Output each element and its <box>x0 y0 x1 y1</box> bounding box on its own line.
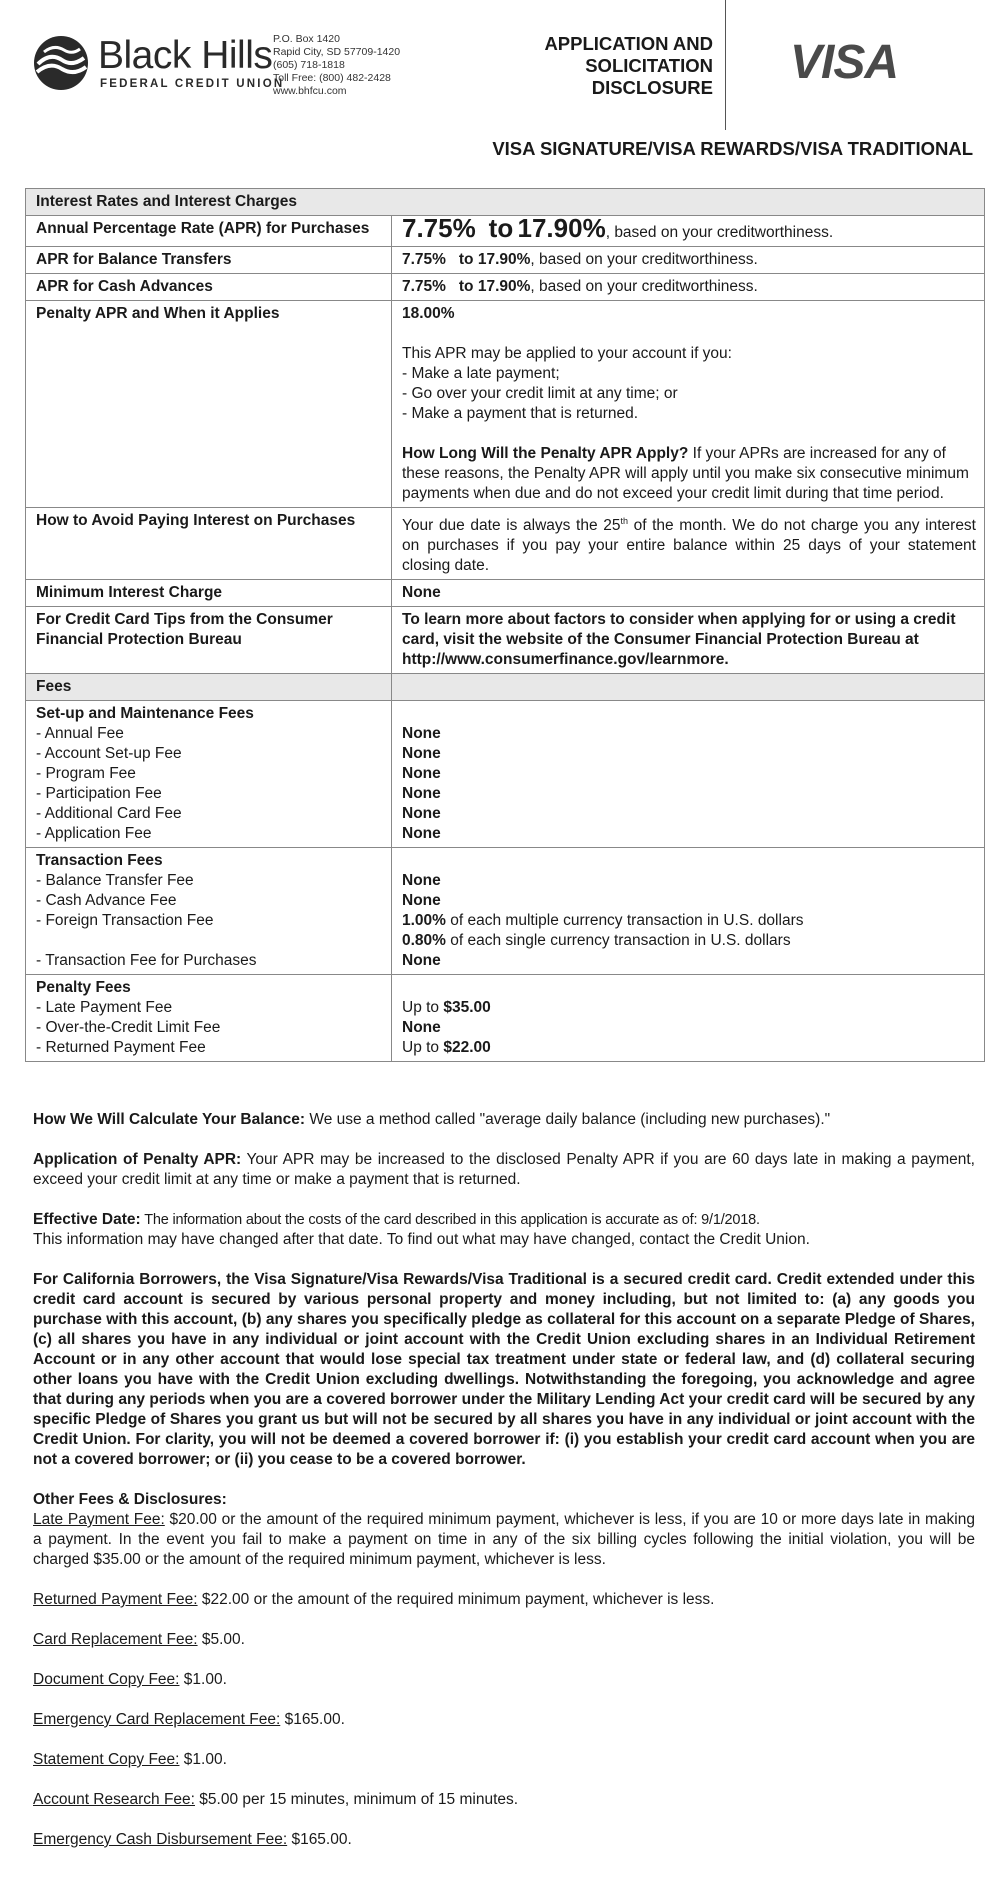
penalty-intro: This APR may be applied to your account if you: <box>402 345 732 362</box>
penalty-apr-value <box>392 301 985 508</box>
fee-label: - Application Fee <box>36 825 152 843</box>
title-line: SOLICITATION <box>585 55 713 76</box>
fee-value: None <box>402 872 441 890</box>
table-row <box>26 274 985 301</box>
fee-label: - Participation Fee <box>36 785 162 803</box>
apr-suffix: , based on your creditworthiness. <box>530 251 758 268</box>
table-row <box>26 975 985 1062</box>
cfpb-label: For Credit Card Tips from the Consumer Financial Protection Bureau <box>26 607 392 674</box>
fee-value: None <box>402 745 441 763</box>
table-row <box>26 701 985 848</box>
fee-value: $22.00 <box>443 1039 491 1057</box>
setup-fees-values <box>392 701 985 848</box>
fee-value: None <box>402 765 441 783</box>
apr-high: 17.90% <box>477 251 531 268</box>
document-title <box>544 33 713 99</box>
fee-label: - Account Set-up Fee <box>36 745 182 763</box>
address-line: P.O. Box 1420 <box>273 33 340 45</box>
fee-value: None <box>402 805 441 823</box>
logo-name: Black Hills <box>98 34 273 77</box>
apr-low: 7.75% <box>402 278 446 295</box>
fee-label: - Returned Payment Fee <box>36 1039 206 1057</box>
fee-label: - Late Payment Fee <box>36 999 173 1017</box>
cfpb-value: To learn more about factors to consider when applying for or using a credit card, visit the website of the Consumer Financial Protection Bureau at http://www.consumerfinance.gov/learnmore. <box>392 607 985 674</box>
table-row <box>26 508 985 580</box>
penalty-condition: - Make a late payment; <box>402 365 560 382</box>
apr-low: 7.75% <box>402 213 476 243</box>
returned-fee-value <box>402 1038 976 1058</box>
mailing-address <box>273 33 400 98</box>
other-fee-item <box>33 1590 975 1610</box>
section-header-blank <box>392 674 985 701</box>
section-title-fees: Fees <box>26 674 392 701</box>
foreign-fee-multi <box>402 911 976 931</box>
transaction-fees-title: Transaction Fees <box>36 852 163 870</box>
visa-logo: VISA <box>790 36 899 89</box>
balance-method-text: We use a method called "average daily balance (including new purchases)." <box>305 1111 831 1128</box>
header-divider <box>725 0 726 130</box>
other-fee-label: Document Copy Fee: <box>33 1671 180 1688</box>
balance-method <box>33 1110 975 1130</box>
card-products-subtitle: VISA SIGNATURE/VISA REWARDS/VISA TRADITIONAL <box>492 138 973 159</box>
penalty-condition: - Go over your credit limit at any time; or <box>402 385 678 402</box>
other-fee-item <box>33 1630 975 1650</box>
fee-label: - Program Fee <box>36 765 136 783</box>
apr-suffix: , based on your creditworthiness. <box>605 224 834 241</box>
fee-value: None <box>402 825 441 843</box>
fee-value: None <box>402 1019 441 1037</box>
foreign-fee-single <box>402 931 976 951</box>
min-interest-label: Minimum Interest Charge <box>26 580 392 607</box>
apr-to: to <box>458 251 474 268</box>
other-fee-text: $22.00 or the amount of the required minimum payment, whichever is less. <box>197 1591 715 1608</box>
fee-value: 1.00% <box>402 912 446 930</box>
table-row <box>26 247 985 274</box>
section-header-row <box>26 674 985 701</box>
avoid-interest-label: How to Avoid Paying Interest on Purchases <box>26 508 392 580</box>
other-fee-item <box>33 1670 975 1690</box>
other-fee-text: $5.00. <box>197 1631 245 1648</box>
fee-label: - Cash Advance Fee <box>36 892 177 910</box>
other-fee-label: Card Replacement Fee: <box>33 1631 198 1648</box>
apr-low: 7.75% <box>402 251 446 268</box>
fee-value: None <box>402 725 441 743</box>
apr-cash-value <box>392 274 985 301</box>
other-fee-text: $165.00. <box>287 1831 352 1848</box>
section-title-interest: Interest Rates and Interest Charges <box>26 189 985 216</box>
website-line: www.bhfcu.com <box>273 85 347 97</box>
fee-value: $35.00 <box>443 999 491 1017</box>
apr-to: to <box>488 213 514 243</box>
disclosure-body <box>33 1110 975 1870</box>
penalty-apr-label: Penalty APR and When it Applies <box>26 301 392 508</box>
effective-date-text: The information about the costs of the card described in this application is accurate as of: 9/1/2018. <box>140 1212 760 1228</box>
apr-high: 17.90% <box>477 278 531 295</box>
other-fee-label: Emergency Cash Disbursement Fee: <box>33 1831 288 1848</box>
penalty-rate: 18.00% <box>402 305 455 322</box>
penalty-duration <box>402 444 976 504</box>
avoid-sup: th <box>620 516 628 526</box>
transaction-fees-labels <box>26 848 392 975</box>
logo-subtitle: FEDERAL CREDIT UNION <box>100 78 285 90</box>
late-fee-label: Late Payment Fee: <box>33 1511 165 1528</box>
other-fee-item <box>33 1750 975 1770</box>
other-fee-label: Returned Payment Fee: <box>33 1591 198 1608</box>
penalty-fees-title: Penalty Fees <box>36 979 131 997</box>
avoid-text-2: of the month. We do not charge you any interest on purchases if you pay your entire balance within 25 days of your statement closing date. <box>402 517 976 575</box>
other-fee-text: $1.00. <box>179 1671 227 1688</box>
penalty-application-label: Application of Penalty APR: <box>33 1151 242 1168</box>
table-row <box>26 607 985 674</box>
penalty-duration-heading: How Long Will the Penalty APR Apply? <box>402 445 689 462</box>
fee-value: None <box>402 785 441 803</box>
effective-date <box>33 1210 975 1250</box>
late-fee-value <box>402 998 976 1018</box>
apr-to: to <box>458 278 474 295</box>
late-payment-disclosure <box>33 1510 975 1570</box>
penalty-fees-labels <box>26 975 392 1062</box>
other-fee-item <box>33 1830 975 1850</box>
transaction-fees-values <box>392 848 985 975</box>
title-line: APPLICATION AND <box>544 33 713 54</box>
penalty-condition: - Make a payment that is returned. <box>402 405 639 422</box>
apr-purchases-value <box>392 213 985 247</box>
fee-prefix: Up to <box>402 1039 444 1057</box>
table-row <box>26 301 985 508</box>
fee-label: - Additional Card Fee <box>36 805 182 823</box>
fee-label: - Balance Transfer Fee <box>36 872 194 890</box>
section-header-row <box>26 189 985 216</box>
document-header <box>0 0 1000 180</box>
min-interest-value: None <box>392 580 985 607</box>
fee-label: - Over-the-Credit Limit Fee <box>36 1019 221 1037</box>
credit-union-logo <box>32 34 285 94</box>
fee-value: None <box>402 952 441 970</box>
apr-balance-label: APR for Balance Transfers <box>26 247 392 274</box>
apr-high: 17.90% <box>517 213 606 243</box>
fee-note: of each single currency transaction in U.S. dollars <box>445 932 791 950</box>
balance-method-label: How We Will Calculate Your Balance: <box>33 1111 306 1128</box>
effective-date-note: This information may have changed after that date. To find out what may have changed, contact the Credit Union. <box>33 1231 810 1248</box>
address-line: (605) 718-1818 <box>273 59 345 71</box>
fee-label: - Foreign Transaction Fee <box>36 912 214 930</box>
penalty-duration-text: If your APRs are increased for any of these reasons, the Penalty APR will apply until you make six consecutive minimum payments when due and do not exceed your credit limit during that time period. <box>402 445 969 502</box>
title-line: DISCLOSURE <box>591 77 713 98</box>
table-row <box>26 848 985 975</box>
avoid-text: Your due date is always the 25 <box>402 517 621 535</box>
avoid-interest-value <box>392 508 985 580</box>
fee-prefix: Up to <box>402 999 444 1017</box>
fee-value: 0.80% <box>402 932 446 950</box>
other-fee-text: $5.00 per 15 minutes, minimum of 15 minutes. <box>194 1791 519 1808</box>
penalty-apr-application <box>33 1150 975 1190</box>
setup-fees-title: Set-up and Maintenance Fees <box>36 705 254 723</box>
apr-suffix: , based on your creditworthiness. <box>530 278 758 295</box>
logo-mark-icon <box>32 34 90 92</box>
apr-purchases-label: Annual Percentage Rate (APR) for Purchases <box>26 216 392 247</box>
other-fee-text: $1.00. <box>179 1751 227 1768</box>
penalty-fees-values <box>392 975 985 1062</box>
apr-cash-label: APR for Cash Advances <box>26 274 392 301</box>
other-fee-label: Emergency Card Replacement Fee: <box>33 1711 281 1728</box>
disclosure-table <box>25 188 985 1062</box>
setup-fees-labels <box>26 701 392 848</box>
other-fees-title: Other Fees & Disclosures: <box>33 1491 227 1508</box>
address-line: Toll Free: (800) 482-2428 <box>273 72 391 84</box>
fee-label: - Transaction Fee for Purchases <box>36 952 257 970</box>
fee-label: - Annual Fee <box>36 725 124 743</box>
california-disclosure: For California Borrowers, the Visa Signature/Visa Rewards/Visa Traditional is a secured credit card. Credit extended under this credit card account is secured by various personal property and money including, but not limited to: (a) any goods you purchase with this account, (b) any shares you specifically pledge as collateral for this account on a separate Pledge of Shares, (c) all shares you have in any individual or joint account with the Credit Union excluding shares in an Individual Retirement Account or in any other account that would lose special tax treatment under state or federal law, and (d) collateral securing other loans you have with the Credit Union excluding dwellings. Notwithstanding the foregoing, you acknowledge and agree that during any periods when you are a covered borrower under the Military Lending Act your credit card will be secured by any specific Pledge of Shares you grant us but will not be secured by all shares you have in any individual or joint account with the Credit Union. For clarity, you will not be deemed a covered borrower if: (i) you establish your credit card account when you are not a covered borrower; or (ii) you cease to be a covered borrower. <box>33 1271 975 1468</box>
other-fee-label: Statement Copy Fee: <box>33 1751 180 1768</box>
apr-balance-value <box>392 247 985 274</box>
table-row <box>26 216 985 247</box>
late-fee-text: $20.00 or the amount of the required minimum payment, whichever is less, if you are 10 or more days late in making a payment. In the event you fail to make a payment on time in any of the six billing cycles following the initial violation, you will be charged $35.00 or the amount of the required minimum payment, whichever is less. <box>33 1511 975 1568</box>
table-row <box>26 580 985 607</box>
other-fee-item <box>33 1790 975 1810</box>
effective-date-label: Effective Date: <box>33 1211 141 1228</box>
other-fee-item <box>33 1710 975 1730</box>
penalty-application-text: Your APR may be increased to the disclosed Penalty APR if you are 60 days late in making a payment, exceed your credit limit at any time or make a payment that is returned. <box>33 1151 975 1188</box>
fee-note: of each multiple currency transaction in U.S. dollars <box>445 912 804 930</box>
other-fee-label: Account Research Fee: <box>33 1791 195 1808</box>
fee-value: None <box>402 892 441 910</box>
address-line: Rapid City, SD 57709-1420 <box>273 46 401 58</box>
other-fee-text: $165.00. <box>280 1711 345 1728</box>
